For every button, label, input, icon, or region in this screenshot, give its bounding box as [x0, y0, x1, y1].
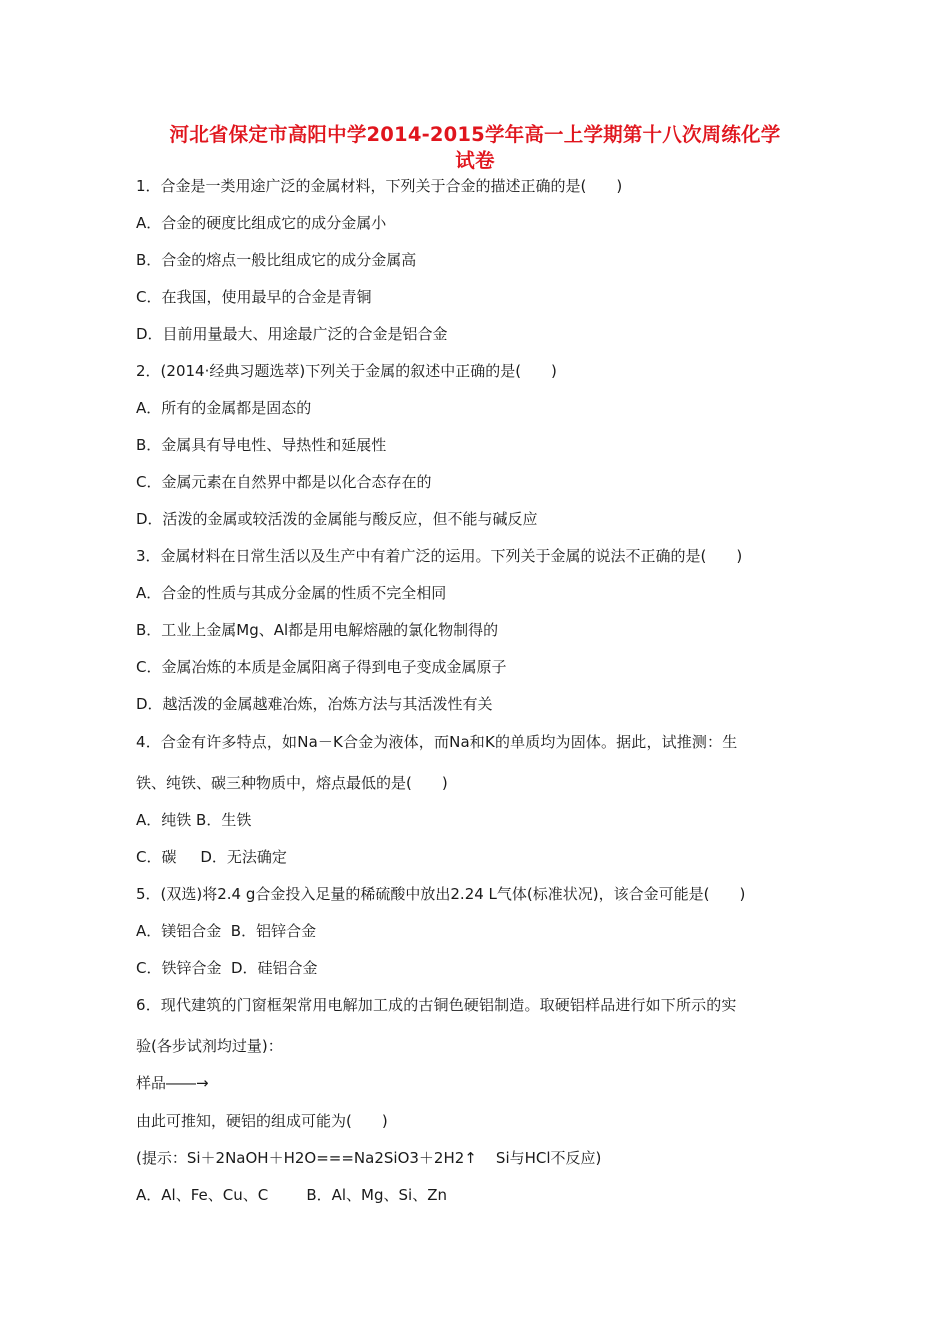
q2-option-d: D．活泼的金属或较活泼的金属能与酸反应，但不能与碱反应	[136, 510, 538, 528]
q6-stem-line-2: 验(各步试剂均过量)：	[136, 1037, 283, 1055]
title-line-1: 河北省保定市高阳中学2014-2015学年高一上学期第十八次周练化学	[169, 123, 781, 146]
q5-stem: 5．(双选)将2.4 g合金投入足量的稀硫酸中放出2.24 L气体(标准状况)，该合金可能是( )	[136, 885, 746, 903]
q3-option-b: B．工业上金属Mg、Al都是用电解熔融的氯化物制得的	[136, 621, 499, 639]
q6-inference: 由此可推知，硬铝的组成可能为( )	[136, 1112, 388, 1130]
q6-stem-line-1: 6．现代建筑的门窗框架常用电解加工成的古铜色硬铝制造。取硬铝样品进行如下所示的实	[136, 996, 737, 1014]
q6-hint: (提示：Si＋2NaOH＋H2O===Na2SiO3＋2H2↑ Si与HCl不反应)	[136, 1149, 602, 1167]
q6-flow-sample: 样品――→	[136, 1074, 209, 1092]
q2-stem: 2．(2014·经典习题选萃)下列关于金属的叙述中正确的是( )	[136, 362, 557, 380]
q5-options-cd: C．铁锌合金 D．硅铝合金	[136, 959, 318, 977]
q5-options-ab: A．镁铝合金 B．铝锌合金	[136, 922, 317, 940]
q3-option-c: C．金属冶炼的本质是金属阳离子得到电子变成金属原子	[136, 658, 507, 676]
q2-option-b: B．金属具有导电性、导热性和延展性	[136, 436, 387, 454]
q2-option-c: C．金属元素在自然界中都是以化合态存在的	[136, 473, 432, 491]
q4-options-ab: A．纯铁 B．生铁	[136, 811, 252, 829]
q4-options-cd: C．碳 D．无法确定	[136, 848, 287, 866]
q3-stem: 3．金属材料在日常生活以及生产中有着广泛的运用。下列关于金属的说法不正确的是( )	[136, 547, 743, 565]
q1-option-b: B．合金的熔点一般比组成它的成分金属高	[136, 251, 417, 269]
q1-stem: 1．合金是一类用途广泛的金属材料，下列关于合金的描述正确的是( )	[136, 177, 623, 195]
q1-option-d: D．目前用量最大、用途最广泛的合金是铝合金	[136, 325, 448, 343]
document-title	[120, 122, 830, 174]
q1-option-c: C．在我国，使用最早的合金是青铜	[136, 288, 372, 306]
q1-option-a: A．合金的硬度比组成它的成分金属小	[136, 214, 387, 232]
q4-stem-line-1: 4．合金有许多特点，如Na－K合金为液体，而Na和K的单质均为固体。据此，试推测：生	[136, 733, 738, 751]
q3-option-a: A．合金的性质与其成分金属的性质不完全相同	[136, 584, 447, 602]
q4-stem-line-2: 铁、纯铁、碳三种物质中，熔点最低的是( )	[136, 774, 448, 792]
q2-option-a: A．所有的金属都是固态的	[136, 399, 312, 417]
q3-option-d: D．越活泼的金属越难冶炼，冶炼方法与其活泼性有关	[136, 695, 493, 713]
q6-options-ab: A．Al、Fe、Cu、C B．Al、Mg、Si、Zn	[136, 1186, 447, 1204]
title-line-2: 试卷	[455, 149, 495, 172]
